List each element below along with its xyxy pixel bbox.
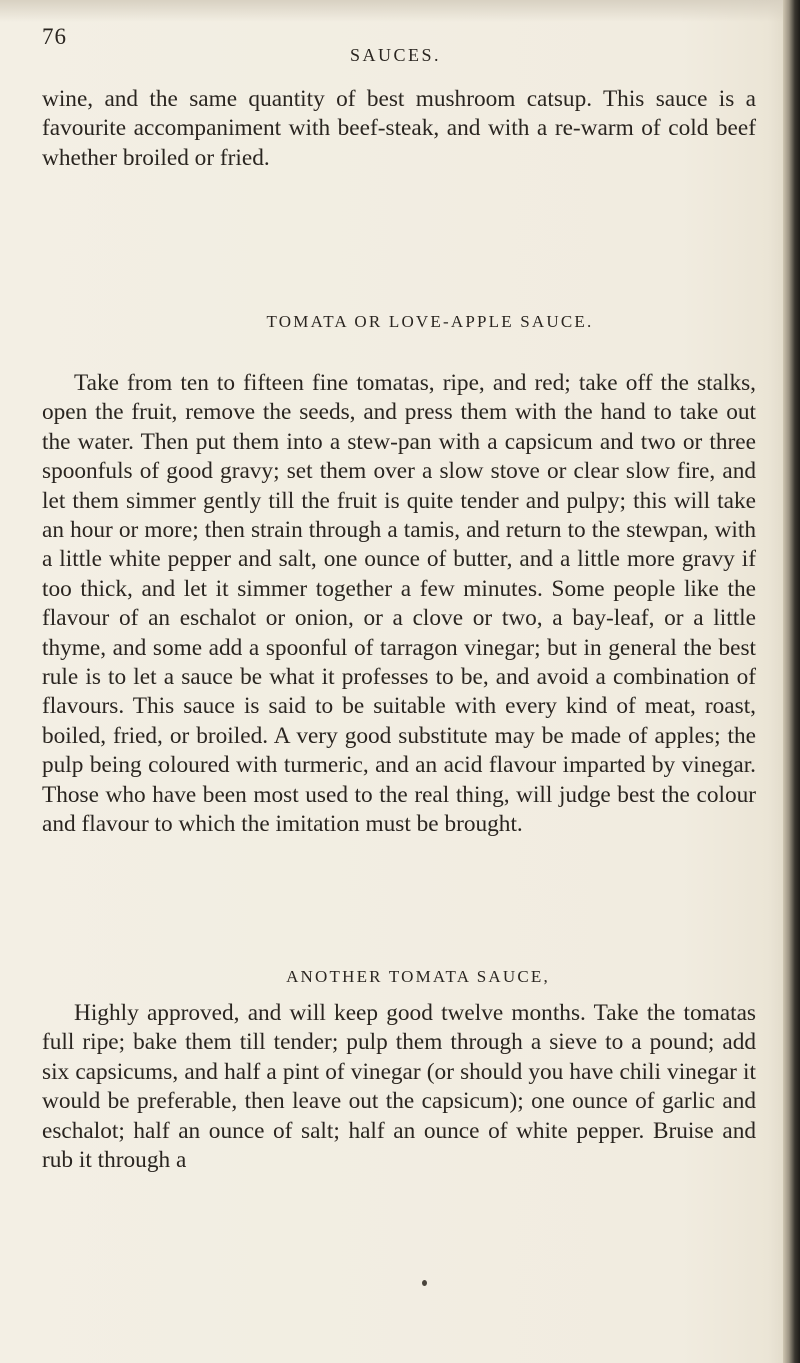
tomata-sauce-paragraph: Take from ten to fifteen fine tomatas, ripe, and red; take off the stalks, open the fruit, remove the seeds, and press them with the hand to take out the water. Then put them into a stew-pan with a capsicum and two or three spoonfuls of good gravy; set them over a slow stove or clear slow fire, and let them simmer gently till the fruit is quite tender and pulpy; this will take an hour or more; then strain through a tamis, and return to the stewpan, with a little white pepper and salt, one ounce of butter, and a little more gravy if too thick, and let it simmer together a few minutes. Some people like the flavour of an eschalot or onion, or a clove or two, a bay-leaf, or a little thyme, and some add a spoonful of tarragon vinegar; but in general the best rule is to let a sauce be what it professes to be, and avoid a combination of flavours. This sauce is said to be suitable with every kind of meat, roast, boiled, fried, or broiled. A very good substitute may be made of apples; the pulp being coloured with turmeric, and an acid flavour imparted by vinegar. Those who have been most used to the real thing, will judge best the colour and flavour to which the imitation must be brought. <box>42 370 756 838</box>
heading-another-tomata-sauce: ANOTHER TOMATA SAUCE, <box>286 967 550 986</box>
page-number: 76 <box>42 24 67 49</box>
page-binding-edge <box>783 0 800 1363</box>
intro-paragraph: wine, and the same quantity of best mushroom catsup. This sauce is a favourite accompaniment with beef-steak, and with a re-warm of cold beef whether broiled or fried. <box>42 86 756 171</box>
page-top-shadow <box>0 0 800 22</box>
another-tomata-sauce-paragraph: Highly approved, and will keep good twelve months. Take the tomatas full ripe; bake them till tender; pulp them through a sieve to a pound; add six capsicums, and half a pint of vinegar (or should you have chili vinegar it would be preferable, then leave out the capsicum); one ounce of garlic and eschalot; half an ounce of salt; half an ounce of white pepper. Bruise and rub it through a <box>42 1000 756 1174</box>
running-head: SAUCES. <box>350 45 442 65</box>
heading-tomata-sauce: TOMATA OR LOVE-APPLE SAUCE. <box>266 312 594 331</box>
ink-speck <box>422 1280 427 1286</box>
